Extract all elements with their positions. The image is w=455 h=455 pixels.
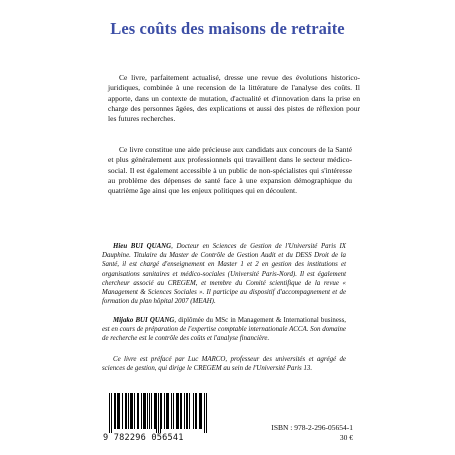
barcode-bar	[154, 393, 155, 429]
barcode-bar	[204, 393, 205, 433]
barcode-bar	[155, 393, 156, 429]
barcode-bar	[201, 393, 202, 429]
barcode-bar	[115, 393, 116, 429]
barcode-bar	[125, 393, 126, 429]
author-text-mijako-italic: est en cours de préparation de l'expertise comptable internationale ACCA. Son domaine de recherche est le contrôle des coûts et l'analyse financière.	[102, 326, 346, 343]
barcode-bars	[107, 393, 209, 433]
barcode-bar	[195, 393, 196, 429]
description-paragraph-1	[108, 73, 360, 124]
barcode-bar	[186, 393, 187, 429]
author-bio-mijako	[102, 316, 346, 344]
barcode-bar	[149, 393, 150, 429]
barcode-bar	[160, 393, 161, 433]
barcode-bar	[134, 393, 135, 429]
barcode-bar	[109, 393, 110, 433]
barcode-bar	[156, 393, 157, 433]
book-title: Les coûts des maisons de retraite	[110, 19, 345, 38]
barcode-bar	[178, 393, 179, 429]
author-bio-hieu	[102, 242, 346, 306]
barcode-bar	[141, 393, 142, 429]
barcode-bar	[176, 393, 177, 429]
barcode-bar	[144, 393, 145, 429]
barcode-bar	[143, 393, 144, 429]
barcode-bar	[158, 393, 159, 433]
barcode-bar	[167, 393, 168, 429]
barcode-bar	[117, 393, 118, 429]
barcode-bar	[128, 393, 129, 429]
barcode-bar	[177, 393, 178, 429]
barcode-bar	[206, 393, 207, 433]
barcode-bar	[200, 393, 201, 429]
barcode-bar	[168, 393, 169, 429]
preface-text: Ce livre est préfacé par Luc MARCO, professeur des universités et agrégé de sciences de gestion, qui dirige le CREGEM au sein de l'Université Paris 13.	[102, 356, 346, 373]
barcode-bar	[173, 393, 174, 429]
barcode-bar	[118, 393, 119, 429]
barcode-bar	[161, 393, 162, 429]
preface-note	[102, 355, 346, 373]
description-text-1: Ce livre, parfaitement actualisé, dresse une revue des évolutions historico-juridiques, combinée à une recension de la littérature de l'analyse des coûts. Il apporte, dans un contexte de mutation, d'actualité et d'innovation dans la prise en charge des personnes âgées, des explications et aussi des pistes de réflexion pour les futures recherches.	[108, 73, 360, 124]
barcode-bar	[145, 393, 146, 429]
barcode-bar	[180, 393, 181, 429]
barcode-bar	[199, 393, 200, 429]
author-name-mijako: Mijako BUI QUANG	[113, 317, 175, 324]
description-text-2: Ce livre constitue une aide précieuse aux candidats aux concours de la Santé et plus généralement aux professionnels qui travaillent dans le secteur médico-social. Il est également accessible à un public de non-spécialistes qui s'intéresse au problème des dépenses de santé face à une expansion démographique du quatrième âge ainsi que les enjeux politiques qui en découlent.	[108, 145, 352, 196]
barcode-bar	[119, 393, 120, 429]
barcode-bar	[164, 393, 165, 429]
barcode-bar	[130, 393, 131, 429]
author-text-hieu: , Docteur en Sciences de Gestion de l'Université Paris IX Dauphine. Titulaire du Master de Contrôle de Gestion Audit et du DESS Droit de la Santé, il est chargé d'enseignement en Master 1 et 2 en gestion des institutions et organisations sanitaires et médico-sociales (Université Paris-Nord). Il est également chercheur associé au CREGEM, et membre du Comité scientifique de la revue « Management & Sciences Sociales ». Il participe au dispositif d'accompagnement et de formation du plan hôpital 2007 (MEAH).	[102, 243, 346, 306]
barcode-bar	[111, 393, 112, 433]
barcode-bar	[132, 393, 133, 429]
author-text-mijako-upright: , diplômée du MSc in Management & International business,	[174, 317, 346, 324]
barcode-bar	[137, 393, 138, 429]
barcode-bar	[181, 393, 182, 429]
barcode-bar	[147, 393, 148, 429]
description-paragraph-2	[108, 145, 352, 196]
barcode-bar	[166, 393, 167, 429]
barcode-bar	[122, 393, 123, 429]
barcode-bar	[151, 393, 152, 429]
author-name-hieu: Hieu BUI QUANG	[113, 243, 172, 250]
barcode-digits: 9 782296 056541	[103, 433, 184, 443]
barcode-bar	[187, 393, 188, 429]
price-label: 30 €	[339, 433, 353, 442]
barcode	[103, 393, 213, 445]
isbn-label: ISBN : 978-2-296-05654-1	[271, 423, 353, 432]
barcode-bar	[126, 393, 127, 429]
barcode-bar	[131, 393, 132, 429]
barcode-bar	[184, 393, 185, 429]
barcode-bar	[193, 393, 194, 429]
barcode-bar	[189, 393, 190, 429]
barcode-bar	[196, 393, 197, 429]
barcode-bar	[138, 393, 139, 429]
barcode-bar	[171, 393, 172, 429]
barcode-bar	[114, 393, 115, 429]
